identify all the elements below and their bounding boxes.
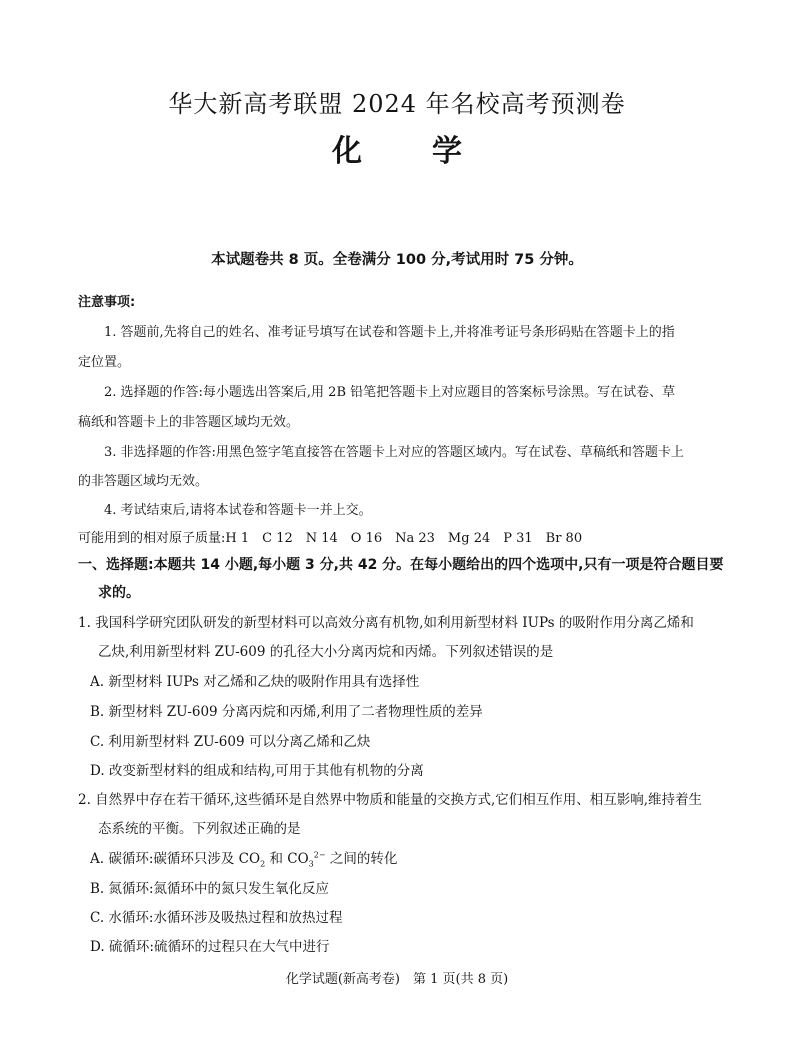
q1-stem-cont: 乙炔,利用新型材料 ZU-609 的孔径大小分离丙烷和丙烯。下列叙述错误的是 <box>98 644 554 660</box>
q2-stem: 2. 自然界中存在若干循环,这些循环是自然界中物质和能量的交换方式,它们相互作用、相互影响,维持着生 <box>78 792 703 808</box>
section-heading-cont: 求的。 <box>98 585 140 601</box>
notice-item-3: 3. 非选择题的作答:用黑色签字笔直接答在答题卡上对应的答题区域内。写在试卷、草稿纸和答题卡上 <box>104 445 684 460</box>
q2-option-c: C. 水循环:水循环涉及吸热过程和放热过程 <box>90 910 343 926</box>
notice-item-2-cont: 稿纸和答题卡上的非答题区域均无效。 <box>78 415 300 430</box>
notice-item-1-cont: 定位置。 <box>78 355 131 370</box>
q1-stem: 1. 我国科学研究团队研发的新型材料可以高效分离有机物,如利用新型材料 IUPs 的吸附作用分离乙烯和 <box>78 615 694 631</box>
page-footer: 化学试题(新高考卷) 第 1 页(共 8 页) <box>285 972 509 987</box>
subject-title: 化学 <box>332 134 532 169</box>
q1-option-a: A. 新型材料 IUPs 对乙烯和乙炔的吸附作用具有选择性 <box>90 674 420 690</box>
q1-option-b: B. 新型材料 ZU-609 分离丙烷和丙烯,利用了二者物理性质的差异 <box>90 704 483 720</box>
exam-title: 华大新高考联盟 2024 年名校高考预测卷 <box>168 90 626 118</box>
q2-stem-cont: 态系统的平衡。下列叙述正确的是 <box>98 821 301 837</box>
notice-item-3-cont: 的非答题区域均无效。 <box>78 474 209 489</box>
notice-item-4: 4. 考试结束后,请将本试卷和答题卡一并上交。 <box>104 503 372 518</box>
q2-option-a-text: A. 碳循环:碳循环只涉及 CO <box>90 851 261 867</box>
exam-summary: 本试题卷共 8 页。全卷满分 100 分,考试用时 75 分钟。 <box>211 252 583 268</box>
q2-option-b: B. 氮循环:氮循环中的氮只发生氧化反应 <box>90 881 330 897</box>
q2-option-a-sub: 2 <box>260 859 266 869</box>
atomic-masses: 可能用到的相对原子质量:H 1 C 12 N 14 O 16 Na 23 Mg 24 P 31 Br 80 <box>78 531 583 546</box>
q1-option-d: D. 改变新型材料的组成和结构,可用于其他有机物的分离 <box>90 763 424 779</box>
section-heading: 一、选择题:本题共 14 小题,每小题 3 分,共 42 分。在每小题给出的四个选项中,只有一项是符合题目要 <box>78 557 724 573</box>
q2-option-a-text-end: 之间的转化 <box>325 851 398 867</box>
notice-item-1: 1. 答题前,先将自己的姓名、准考证号填写在试卷和答题卡上,并将准考证号条形码贴在答题卡上的指 <box>104 325 675 340</box>
notice-item-2: 2. 选择题的作答:每小题选出答案后,用 2B 铅笔把答题卡上对应题目的答案标号涂黑。写在试卷、草 <box>104 385 676 400</box>
q2-option-a-text-mid: 和 CO <box>265 851 309 867</box>
notice-heading: 注意事项: <box>78 295 136 310</box>
q2-option-a-sub2: 3 <box>308 859 314 869</box>
q2-option-a <box>90 847 397 867</box>
q1-option-c: C. 利用新型材料 ZU-609 可以分离乙烯和乙炔 <box>90 734 371 750</box>
q2-option-d: D. 硫循环:硫循环的过程只在大气中进行 <box>90 939 330 955</box>
q2-option-a-charge: 2− <box>313 850 326 860</box>
